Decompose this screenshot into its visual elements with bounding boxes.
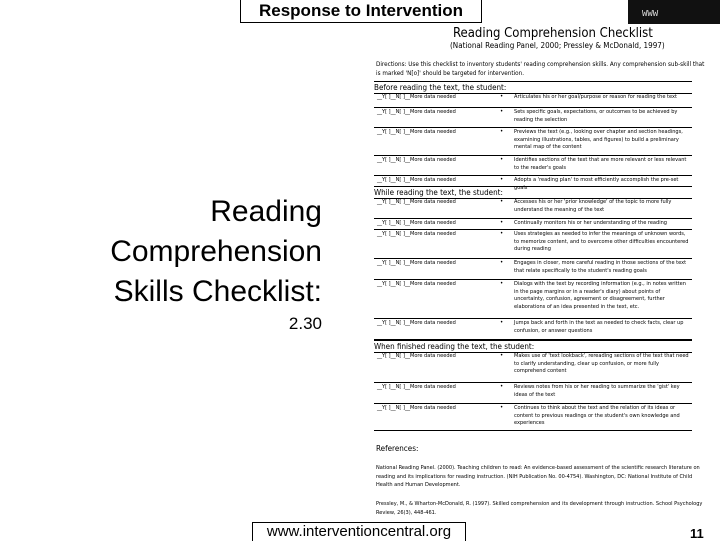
rating-options[interactable]: __Y[ ]__N[ ]__More data needed [377,109,456,115]
checklist-row [374,319,692,340]
skill-text: Adopts a 'reading plan' to most efficiently accomplish the pre-set goals [514,177,679,191]
checklist-row [374,108,692,128]
bullet-icon: • [500,93,504,100]
bullet-icon: • [500,219,504,226]
skill-text: Jumps back and forth in the text as needed to check facts, clear up confusion, or answer questions [514,320,684,334]
checklist-row [374,219,692,230]
rating-options[interactable]: __Y[ ]__N[ ]__More data needed [377,405,456,411]
checklist-row [374,156,692,176]
page-header-title: Response to Intervention [240,0,482,23]
rating-options[interactable]: __Y[ ]__N[ ]__More data needed [377,157,456,163]
checklist-row [374,383,692,404]
slide-title-line: Skills Checklist: [113,275,322,308]
bullet-icon: • [500,108,504,115]
slide-title-line: Comprehension [110,235,322,268]
footer-url-link[interactable]: www.interventioncentral.org [252,522,466,541]
rating-options[interactable]: __Y[ ]__N[ ]__More data needed [377,220,456,226]
skill-text: Makes use of 'text lookback', rereading sections of the text that need to clarify understanding, clear up confusion, or more fully comprehend content [514,353,689,375]
checklist-row [374,280,692,319]
rating-options[interactable]: __Y[ ]__N[ ]__More data needed [377,384,456,390]
bullet-icon: • [500,176,504,183]
checklist-directions: Directions: Use this checklist to inventory students' reading comprehension skills. Any comprehension sub-skill that is marked 'N[o]' should be targeted for intervention. [376,61,705,77]
bullet-icon: • [500,230,504,237]
checklist-title: Reading Comprehension Checklist [453,26,653,41]
skill-text: Reviews notes from his or her reading to summarize the 'gist' key ideas of the text [514,384,680,398]
rating-options[interactable]: __Y[ ]__N[ ]__More data needed [377,281,456,287]
rating-options[interactable]: __Y[ ]__N[ ]__More data needed [377,94,456,100]
skill-text: Accesses his or her 'prior knowledge' of the topic to more fully understand the meaning of the text [514,199,672,213]
section-heading-after: When finished reading the text, the student: [374,340,692,353]
checklist-row [374,352,692,383]
skill-text: Articulates his or her goal/purpose or reason for reading the text [514,94,677,100]
checklist-row [374,404,692,431]
bullet-icon: • [500,352,504,359]
bullet-icon: • [500,383,504,390]
rating-options[interactable]: __Y[ ]__N[ ]__More data needed [377,199,456,205]
logo-text: WWW [642,9,659,19]
rating-options[interactable]: __Y[ ]__N[ ]__More data needed [377,231,456,237]
site-logo [628,0,720,26]
slide-title [20,192,322,312]
page-number: 11 [690,526,704,541]
checklist-row [374,259,692,280]
reference-entry: National Reading Panel. (2000). Teaching children to read: An evidence-based assessment of the scientific research literature on reading and its implications for reading instruction. (NIH Publication No. 00-4754). Washington, DC: National Institute of Child Health and Human Development. [376,465,700,489]
checklist-row [374,198,692,219]
checklist-document [352,24,720,524]
bullet-icon: • [500,404,504,411]
slide-number-label: 2.30 [288,314,322,333]
bullet-icon: • [500,128,504,135]
section-heading-before: Before reading the text, the student: [374,81,692,94]
checklist-row [374,230,692,259]
skill-text: Sets specific goals, expectations, or outcomes to be achieved by reading the selection [514,109,678,123]
rating-options[interactable]: __Y[ ]__N[ ]__More data needed [377,260,456,266]
bullet-icon: • [500,156,504,163]
slide-title-line: Reading [210,195,322,228]
skill-text: Continually monitors his or her understanding of the reading [514,220,667,226]
bullet-icon: • [500,198,504,205]
rating-options[interactable]: __Y[ ]__N[ ]__More data needed [377,353,456,359]
skill-text: Dialogs with the text by recording information (e.g., in notes written in the page margins or in a reader's diary) about points of uncertainty, confusion, agreement or disagreement, further elaborations of an idea presented in the text, etc. [514,281,686,310]
skill-text: Continues to think about the text and the relation of its ideas or content to previous readings or the student's own knowledge and experiences [514,405,680,427]
skill-text: Engages in closer, more careful reading in those sections of the text that relate specifically to the student's reading goals [514,260,687,274]
section-heading-while: While reading the text, the student: [374,186,692,199]
checklist-row [374,93,692,108]
skill-text: Uses strategies as needed to infer the meanings of unknown words, to memorize content, and to overcome other difficulties encountered during reading [514,231,689,253]
rating-options[interactable]: __Y[ ]__N[ ]__More data needed [377,129,456,135]
checklist-row [374,128,692,156]
bullet-icon: • [500,280,504,287]
references-heading: References: [376,444,419,453]
rating-options[interactable]: __Y[ ]__N[ ]__More data needed [377,320,456,326]
checklist-subtitle: (National Reading Panel, 2000; Pressley & McDonald, 1997) [450,41,665,50]
rating-options[interactable]: __Y[ ]__N[ ]__More data needed [377,177,456,183]
bullet-icon: • [500,259,504,266]
bullet-icon: • [500,319,504,326]
reference-entry: Pressley, M., & Wharton-McDonald, R. (1997). Skilled comprehension and its development through instruction. School Psychology Review, 26(3), 448-461. [376,501,703,516]
skill-text: Previews the text (e.g., looking over chapter and section headings, examining illustrations, tables, and figures) to build a preliminary mental map of the content [514,129,683,151]
skill-text: Identifies sections of the text that are more relevant or less relevant to the reader's goals [514,157,687,171]
